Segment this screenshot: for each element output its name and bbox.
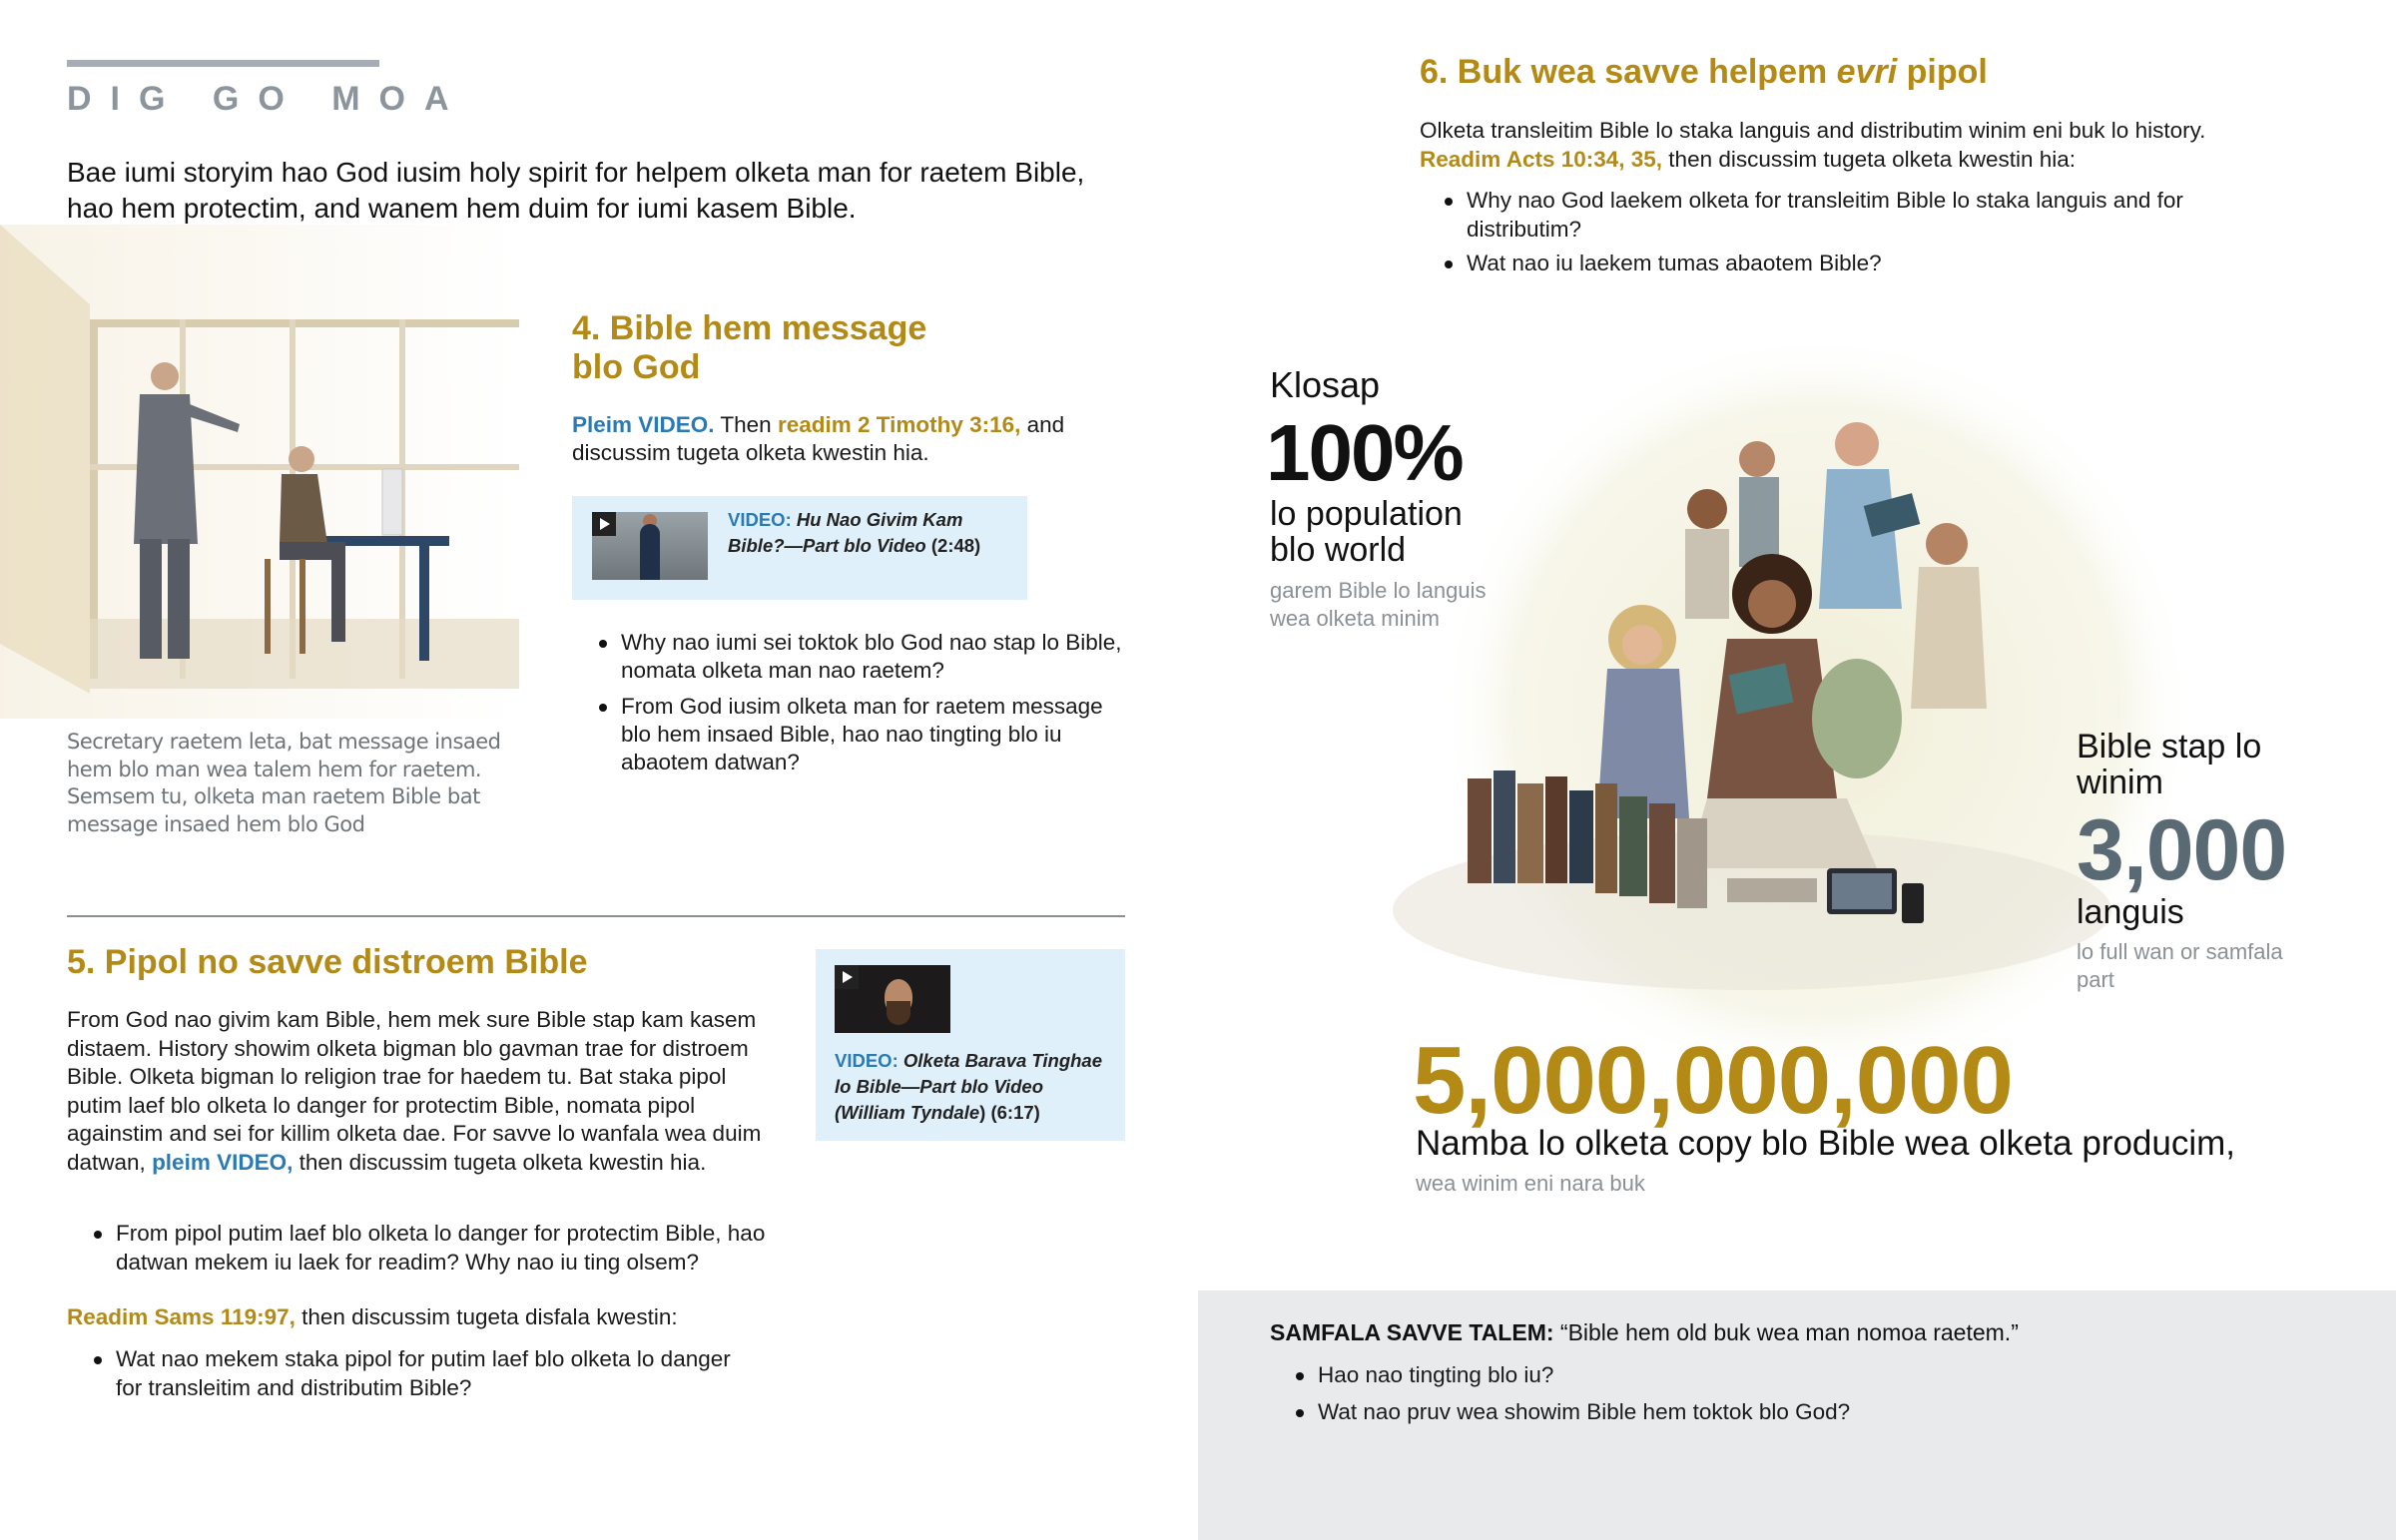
section-5-questions	[92, 1220, 791, 1277]
play-video-link[interactable]: pleim VIDEO,	[152, 1149, 294, 1175]
scripture-link[interactable]: Readim Acts 10:34, 35,	[1420, 146, 1663, 172]
illustration-caption: Secretary raetem leta, bat message insaed hem blo man wea talem hem for raetem. Semsem tu, olketa man raetem Bible bat message insaed hem blo God	[67, 730, 501, 836]
stat-copies-label: Namba lo olketa copy blo Bible wea olketa producim,	[1416, 1124, 2235, 1163]
talem-text: SAMFALA SAVVE TALEM: “Bible hem old buk wea man nomoa raetem.”	[1270, 1319, 2019, 1345]
section-4-instructions: Pleim VIDEO. Then readim 2 Timothy 3:16, and discussim tugeta olketa kwestin hia.	[572, 412, 1065, 465]
list-item: Why nao iumi sei toktok blo God nao stap lo Bible, nomata olketa man nao raetem?	[597, 629, 1126, 685]
list-item: Wat nao iu laekem tumas abaotem Bible?	[1443, 250, 2261, 278]
section-6-body: Olketa transleitim Bible lo staka languis and distributim winim eni buk lo history. Readim Acts 10:34, 35, then discussim tugeta olketa kwestin hia:	[1420, 118, 2206, 172]
scripture-link[interactable]: Readim Sams 119:97,	[67, 1304, 296, 1329]
stat-population: lo population blo world	[1270, 495, 1463, 569]
play-icon[interactable]	[835, 965, 859, 989]
list-item: From God iusim olketa man for raetem message blo hem insaed Bible, hao nao tingting blo iu abaotem datwan?	[597, 693, 1126, 776]
scripture-link[interactable]: readim 2 Timothy 3:16,	[777, 412, 1021, 437]
list-item: From pipol putim laef blo olketa lo danger for protectim Bible, hao datwan mekem iu laek for readim? Why nao iu ting olsem?	[92, 1220, 791, 1277]
play-video-link[interactable]: Pleim VIDEO.	[572, 412, 715, 437]
stat-languis-sub: lo full wan or samfala part	[2077, 939, 2283, 992]
list-item: Wat nao pruv wea showim Bible hem toktok blo God?	[1294, 1398, 2292, 1427]
video-thumbnail[interactable]	[835, 965, 950, 1033]
section-6-title: 6. Buk wea savve helpem evri pipol	[1420, 53, 1988, 91]
video-thumbnail[interactable]	[592, 512, 708, 580]
play-icon[interactable]	[592, 512, 616, 536]
stat-copies-sub: wea winim eni nara buk	[1416, 1171, 1645, 1196]
stat-percent: 100%	[1266, 408, 1463, 497]
video-card[interactable]	[572, 496, 1027, 600]
section-5-read: Readim Sams 119:97, then discussim tugeta disfala kwestin:	[67, 1304, 678, 1329]
section-6-questions	[1443, 187, 2261, 284]
stat-population-sub: garem Bible lo languis wea olketa minim	[1270, 578, 1487, 631]
video-card[interactable]	[816, 949, 1125, 1141]
section-4-questions	[597, 629, 1126, 784]
stat-stap: Bible stap lo winim	[2077, 728, 2262, 801]
list-item: Wat nao mekem staka pipol for putim laef blo olketa lo danger for transleitim and distributim Bible?	[92, 1345, 741, 1402]
intro-text: Bae iumi storyim hao God iusim holy spirit for helpem olketa man for raetem Bible, hao hem protectim, and wanem hem duim for iumi kasem Bible.	[67, 157, 1085, 224]
section-4-title: 4. Bible hem message blo God	[572, 309, 927, 386]
stat-languis: languis	[2077, 893, 2184, 931]
divider	[67, 915, 1125, 917]
section-rule	[67, 60, 379, 67]
stat-klosap: Klosap	[1270, 364, 1381, 405]
list-item: Hao nao tingting blo iu?	[1294, 1361, 2292, 1390]
stat-languages: 3,000	[2077, 802, 2287, 898]
people-reading-illustration	[1428, 399, 2027, 1018]
page-title: DIG GO MOA	[67, 80, 468, 118]
talem-questions	[1294, 1361, 2292, 1434]
section-5-body: From God nao givim kam Bible, hem mek sure Bible stap kam kasem distaem. History showim olketa bigman blo gavman trae for distroem Bible. Olketa bigman lo religion trae for haedem tu. Bat staka pipol putim laef blo olketa lo danger for protectim Bible, nomata pipol againstim and sei for killim olketa dae. For savve lo wanfala wea duim datwan, pleim VIDEO, then discussim tugeta olketa kwestin hia.	[67, 1007, 762, 1175]
section-5-questions-2	[92, 1345, 741, 1402]
video-title[interactable]: VIDEO: Hu Nao Givim Kam Bible?—Part blo Video (2:48)	[728, 509, 981, 556]
video-title[interactable]: VIDEO: Olketa Barava Tinghae lo Bible—Part blo Video (William Tyndale) (6:17)	[835, 1050, 1103, 1123]
list-item: Why nao God laekem olketa for transleitim Bible lo staka languis and for distributim?	[1443, 187, 2261, 244]
stat-copies: 5,000,000,000	[1413, 1027, 2013, 1134]
secretary-illustration	[0, 225, 519, 719]
section-5-title: 5. Pipol no savve distroem Bible	[67, 943, 588, 981]
